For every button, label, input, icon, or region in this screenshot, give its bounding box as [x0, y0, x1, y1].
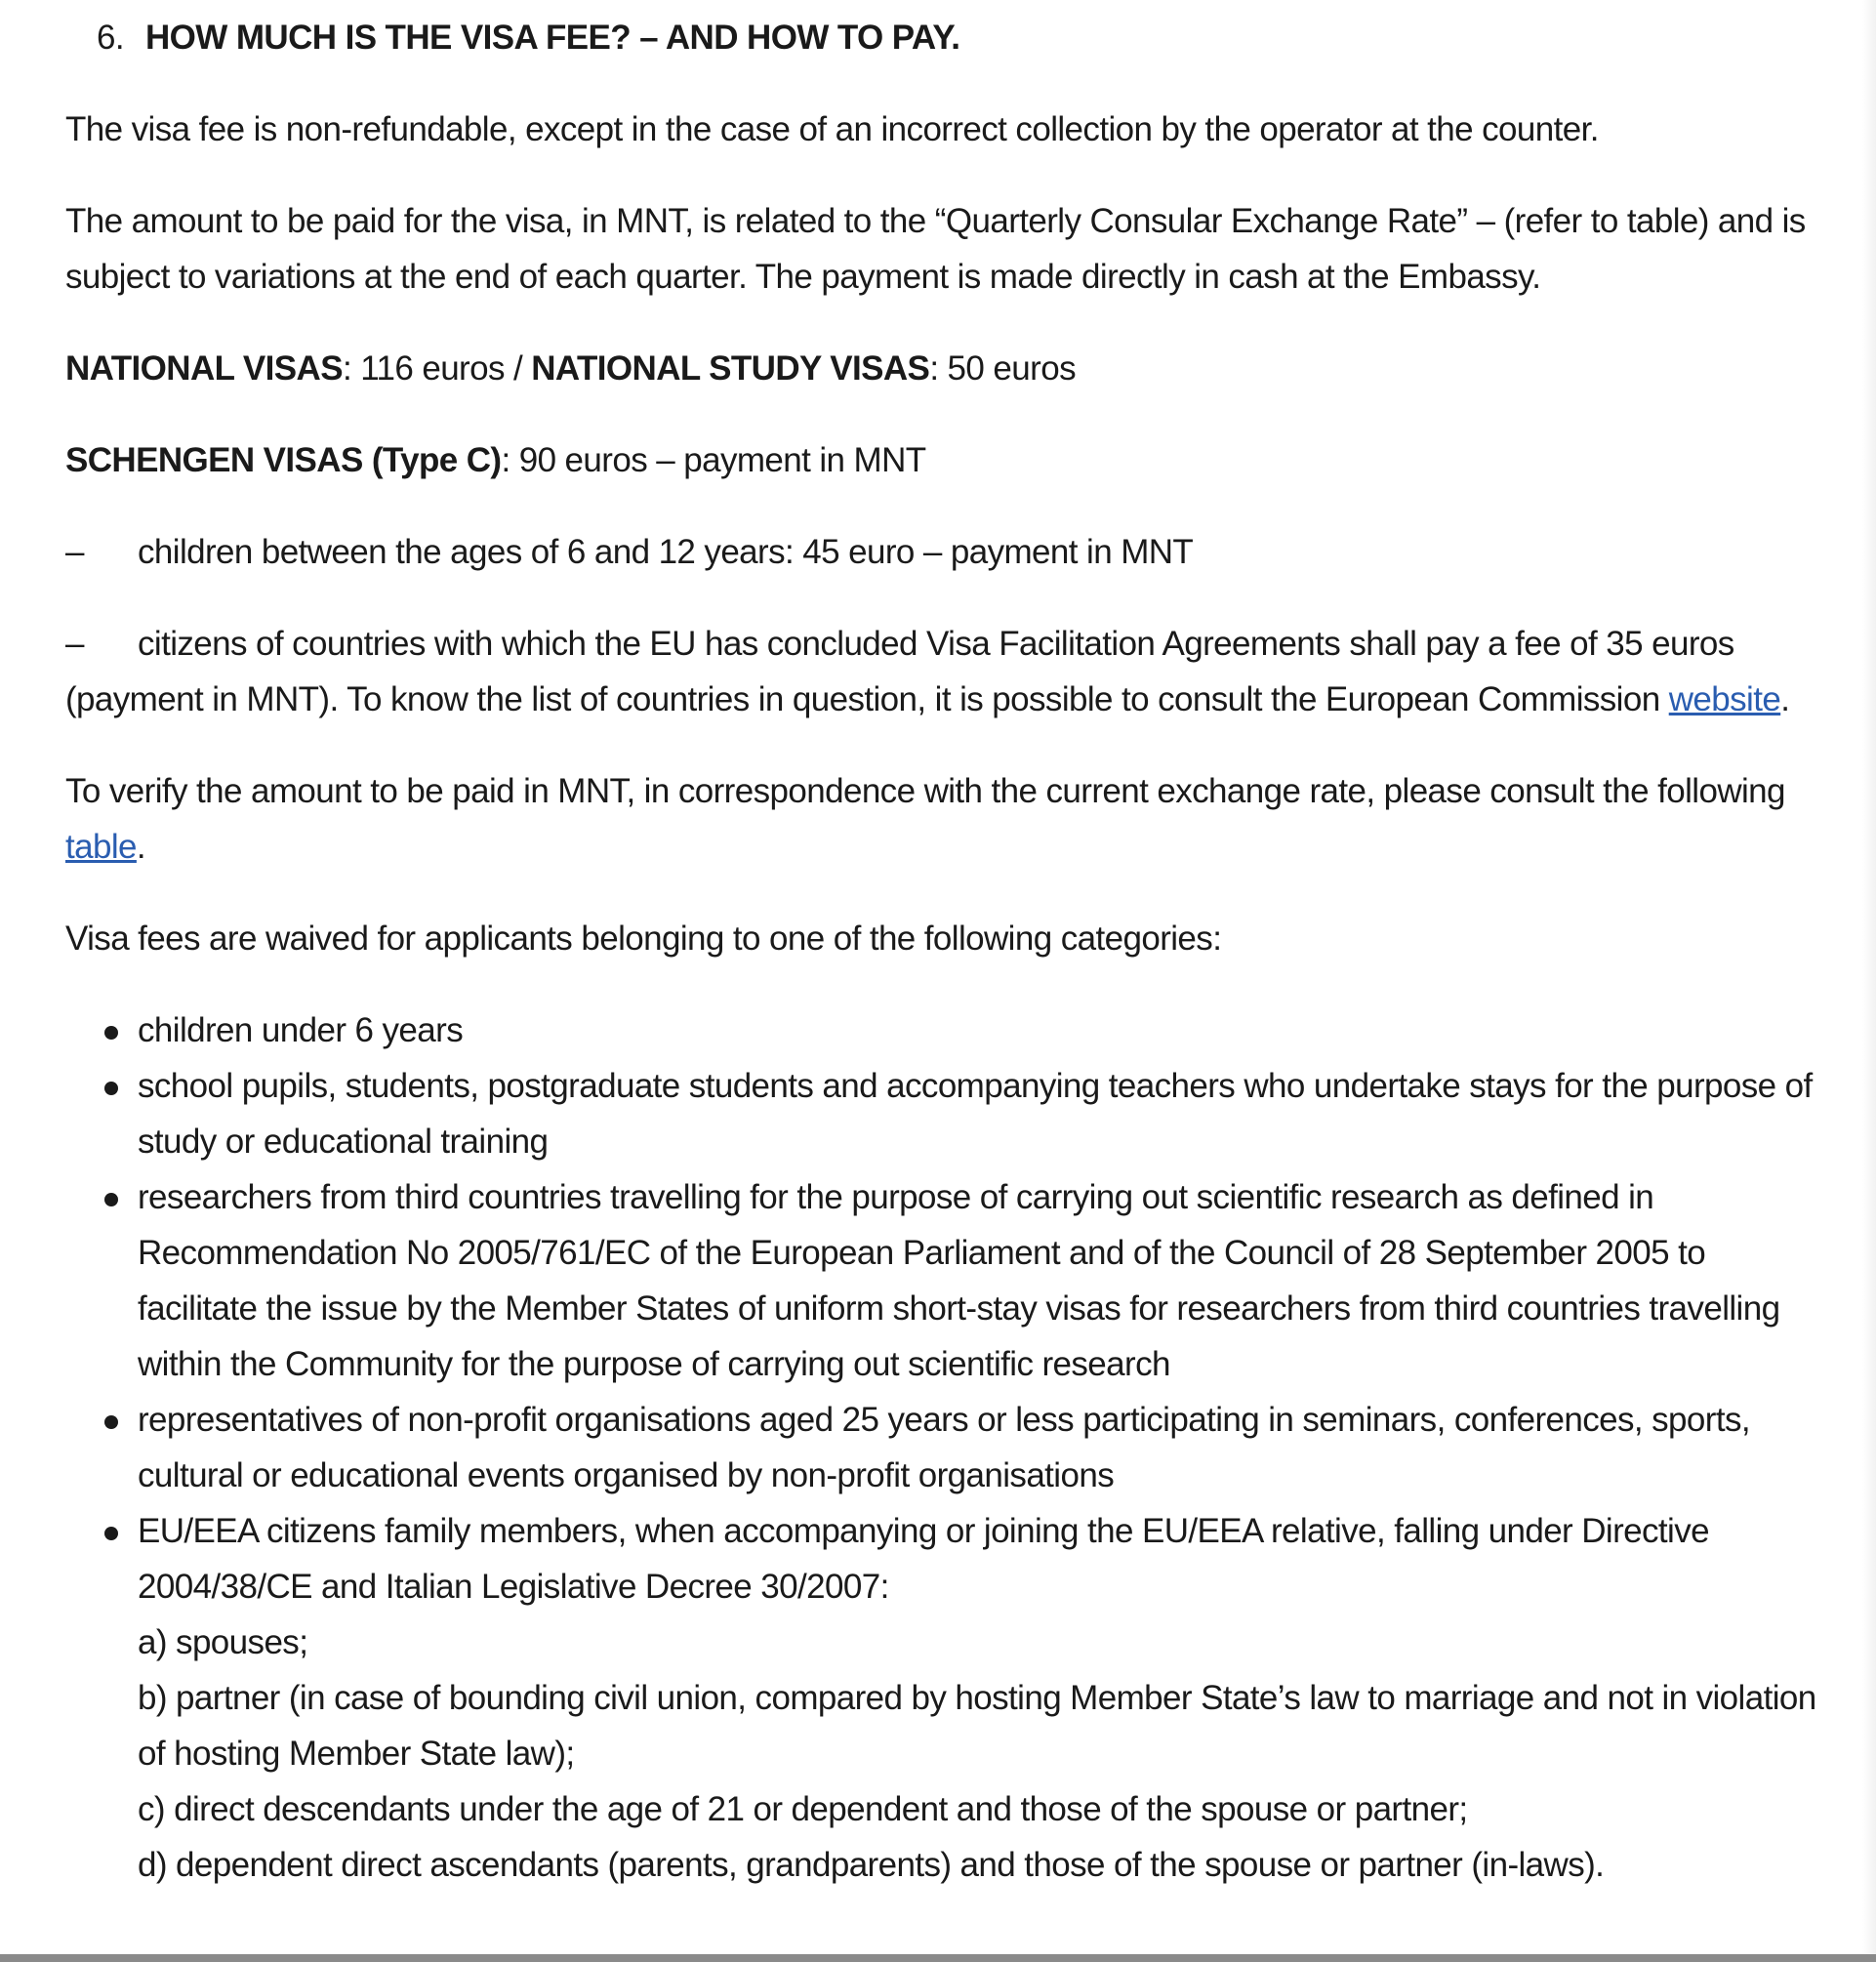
period: . — [136, 828, 146, 866]
schengen-fees-paragraph — [65, 432, 1822, 488]
list-item — [65, 1392, 1822, 1503]
bullet-icon — [104, 1415, 118, 1429]
verify-paragraph — [65, 763, 1822, 875]
bullet-icon — [104, 1026, 118, 1040]
list-item-text: school pupils, students, postgraduate students and accompanying teachers who undertake stays for the purpose of study or educational training — [138, 1067, 1813, 1161]
family-sub-item: a) spouses; — [138, 1623, 308, 1661]
facilitation-fee-text: citizens of countries with which the EU has concluded Visa Facilitation Agreements shall pay a fee of 35 euros (payment in MNT). To know the list of countries in question, it is possible to consult the European Commission — [65, 625, 1734, 718]
list-item — [65, 1002, 1822, 1058]
list-item-text: researchers from third countries travelling for the purpose of carrying out scientific research as defined in Recommendation No 2005/761/EC of the European Parliament and of the Council of 28 September 2005 to facilitate the issue by the Member States of uniform short-stay visas for researchers from third countries travelling within the Community for the purpose of carrying out scientific research — [138, 1178, 1780, 1383]
family-sub-item: c) direct descendants under the age of 21 or dependent and those of the spouse or partner; — [138, 1790, 1468, 1828]
study-visas-label: NATIONAL STUDY VISAS — [531, 349, 930, 388]
study-visas-value: : 50 euros — [929, 349, 1076, 388]
waived-intro: Visa fees are waived for applicants belonging to one of the following categories: — [65, 920, 1222, 958]
list-item-text: children under 6 years — [138, 1011, 464, 1049]
dash-marker: – — [65, 533, 84, 571]
bullet-icon — [104, 1527, 118, 1540]
list-item — [65, 1503, 1822, 1893]
bullet-icon — [104, 1082, 118, 1095]
children-fee-text: children between the ages of 6 and 12 years: 45 euro – payment in MNT — [138, 533, 1194, 571]
period: . — [1780, 680, 1790, 718]
website-link[interactable]: website — [1668, 680, 1781, 718]
section-title: HOW MUCH IS THE VISA FEE? – AND HOW TO PAY. — [145, 19, 960, 57]
national-fees-paragraph — [65, 341, 1822, 396]
non-refundable-paragraph: The visa fee is non-refundable, except in the case of an incorrect collection by the operator at the counter. — [65, 110, 1599, 148]
facilitation-fee-paragraph — [65, 616, 1822, 727]
horizontal-scrollbar[interactable] — [0, 1954, 1876, 1962]
children-fee-paragraph — [65, 524, 1822, 580]
section-number: 6. — [97, 19, 124, 57]
schengen-visas-value: : 90 euros – payment in MNT — [501, 441, 926, 479]
list-item — [65, 1169, 1822, 1392]
table-link[interactable]: table — [65, 828, 137, 866]
family-sub-item: b) partner (in case of bounding civil union, compared by hosting Member State’s law to marriage and not in violation of hosting Member State law); — [138, 1679, 1816, 1773]
dash-marker: – — [65, 625, 84, 663]
schengen-visas-label: SCHENGEN VISAS (Type C) — [65, 441, 502, 479]
section-heading — [65, 10, 1822, 65]
list-item — [65, 1058, 1822, 1169]
waived-list — [65, 1002, 1822, 1893]
exchange-rate-paragraph: The amount to be paid for the visa, in MNT, is related to the “Quarterly Consular Exchange Rate” – (refer to table) and is subject to variations at the end of each quarter. The payment is made directly in cash at the Embassy. — [65, 202, 1806, 296]
national-visas-value: : 116 euros / — [342, 349, 532, 388]
list-item-text: representatives of non-profit organisations aged 25 years or less participating in seminars, conferences, sports, cultural or educational events organised by non-profit organisations — [138, 1401, 1750, 1494]
verify-text: To verify the amount to be paid in MNT, in correspondence with the current exchange rate, please consult the following — [65, 772, 1785, 810]
page-edge-shadow — [1862, 0, 1876, 1954]
national-visas-label: NATIONAL VISAS — [65, 349, 343, 388]
page-content — [65, 0, 1822, 1893]
bullet-icon — [104, 1193, 118, 1206]
list-item-text: EU/EEA citizens family members, when accompanying or joining the EU/EEA relative, falling under Directive 2004/38/CE and Italian Legislative Decree 30/2007: — [138, 1512, 1709, 1606]
family-sub-item: d) dependent direct ascendants (parents, grandparents) and those of the spouse or partner (in-laws). — [138, 1846, 1605, 1884]
